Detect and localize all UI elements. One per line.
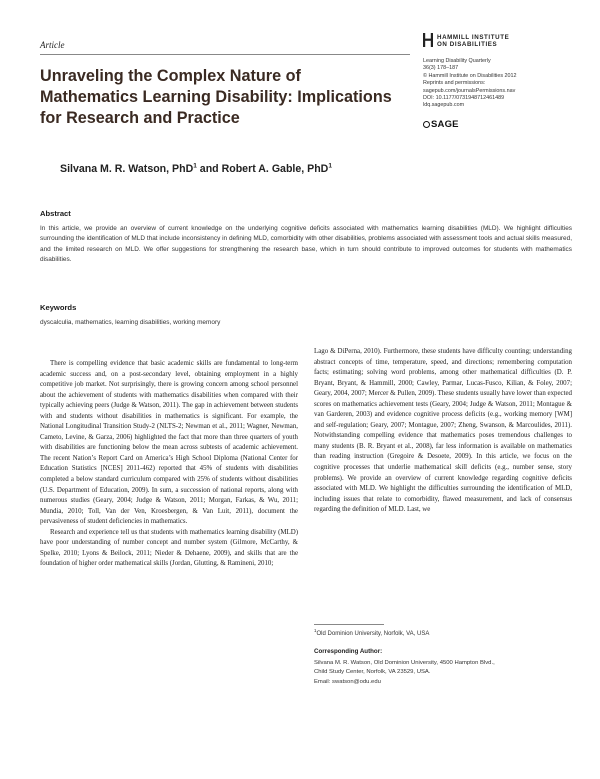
corresponding-author-line: Child Study Center, Norfolk, VA 23529, USA. <box>314 669 431 676</box>
corresponding-author-line: Silvana M. R. Watson, Old Dominion University, 4500 Hampton Blvd., <box>314 660 495 666</box>
abstract-body: In this article, we provide an overview of current knowledge on the underlying cognitive deficits associated with mathematics learning disabilities (MLD). We highlight difficulties surrounding the identification of MLD that include inconsistency in defining MLD, comorbidity with other disabilities, problems associated with assessment tools and actual skills measured, and the limited research on MLD. We offer suggestions for strengthening the research base, which in turn should contribute to improved outcomes for students with mathematics disabilities. <box>40 225 572 263</box>
body-column-left <box>40 359 298 570</box>
article-title: Unraveling the Complex Nature of Mathematics Learning Disability: Implications for Research and Practice <box>40 67 392 127</box>
corresponding-author-details <box>314 659 495 687</box>
sage-logo-icon <box>423 121 430 128</box>
footnote-divider <box>314 624 384 625</box>
affiliation-marker: 1 <box>314 628 317 633</box>
journal-volume: 36(3) 178–187 <box>423 65 459 72</box>
body-paragraph: Research and experience tell us that students with mathematics learning disability (MLD) have poor understanding of number concept and number system (Gilmore, McCarthy, & Spelke, 2010; Lyons & Beilock, 2011; Nieder & Dehaene, 2009), and skills that are the foundation of higher order mathematical skills (Jordan, Glutting, & Ramineni, 2010; <box>40 528 298 568</box>
journal-brand <box>423 33 573 55</box>
abstract-heading: Abstract <box>40 209 71 218</box>
permissions-link[interactable]: sagepub.com/journalsPermissions.nav <box>423 87 516 94</box>
reprints-label: Reprints and permissions: <box>423 80 486 87</box>
affiliation-marker: 1 <box>328 162 332 170</box>
author-name: Silvana M. R. Watson, PhD <box>60 163 194 175</box>
body-paragraph: Lago & DiPerna, 2010). Furthermore, these students have difficulty counting; understanding abstract concepts of time, temperature, speed, and directions; remembering computation facts; estimating; solving word problems, among other mathematical difficulties (D. P. Bryant, Bryant, & Hammill, 2000; Cawley, Parmar, Lucas-Fusco, Kilian, & Foley, 2007; Geary, 2004, 2007; Mercer & Pullen, 2009). These students usually have lower than expected scores on mathematics achievement tests (Geary, 2004; Judge & Watson, 2011; Montague & van Garderen, 2003) and evidence cognitive process deficits (e.g., working memory [WM] and self-regulation; Geary, 2007; Montague, 2007; Zheng, Swanson, & Marcoulides, 2011). Notwithstanding compelling evidence that mathematics poses tremendous challenges to many students (B. R. Bryant et al., 2008), far less information is available on mathematics than reading instruction (Gregoire & Desoete, 2009). In this article, we focus on the cognitive processes that underlie mathematical skill deficits (e.g., number sense, story problems). We provide an overview of current knowledge regarding cognitive deficits associated with MLD. We highlight the difficulties surrounding the identification of MLD, including issues that relate to comorbidity, flawed measurement, and lack of consensus regarding the definition of MLD. Last, we <box>314 348 572 514</box>
article-type-label: Article <box>40 40 65 50</box>
journal-brand-line2: ON DISABILITIES <box>437 41 498 48</box>
header-divider <box>40 54 410 55</box>
body-column-right <box>314 347 572 516</box>
journal-meta <box>423 58 573 110</box>
doi[interactable]: DOI: 10.1177/0731948712461489 <box>423 95 505 102</box>
publisher-name: SAGE <box>431 119 459 130</box>
journal-copyright: © Hammill Institute on Disabilities 2012 <box>423 72 517 79</box>
keywords-heading: Keywords <box>40 303 77 312</box>
journal-brand-line1: HAMMILL INSTITUTE <box>437 34 510 41</box>
journal-website-link[interactable]: ldq.sagepub.com <box>423 102 465 109</box>
affiliation-note <box>314 628 430 637</box>
author-joiner: and <box>196 163 222 175</box>
publisher-logo <box>423 119 459 130</box>
affiliation-text: Old Dominion University, Norfolk, VA, USA <box>316 631 430 637</box>
body-paragraph: There is compelling evidence that basic academic skills are fundamental to long-term academic success and, on a post-secondary level, obtaining employment in a highly competitive job market. Not surprisingly, there is growing concern among school personnel about the achievement of students with mathematics disabilities when compared with their typically achieving peers (Judge & Watson, 2011). The gap in achievement between students with and students without disabilities in mathematics is significant. For example, the National Longitudinal Transition Study-2 (NLTS-2; Newman et al., 2011; Wagner, Newman, Cameto, Levine, & Garza, 2006) highlighted the fact that more than three quarters of youth with disabilities are functioning below the mean across subtests of academic achievement. The recent Nation’s Report Card on America’s High School Diploma (National Center for Education Statistics [NCES] 2011-462) reported that 45% of students with disabilities completed a below standard curriculum compared with 25% of students without disabilities (U.S. Department of Education, 2009). In sum, a succession of national reports, along with numerous studies (Geary, 2004; Judge & Watson, 2011; Morgan, Farkas, & Wu, 2011; Mundia, 2010; Toll, Van der Ven, Kroesbergen, & Van Luit, 2011), document the pervasiveness of student deficiencies in mathematics. <box>40 360 298 526</box>
keywords-list: dyscalculia, mathematics, learning disabilities, working memory <box>40 319 221 326</box>
hammill-logo-icon <box>423 33 433 47</box>
corresponding-author-email[interactable]: Email: swatson@odu.edu <box>314 678 381 685</box>
author-name: Robert A. Gable, PhD <box>221 163 329 175</box>
affiliation-marker: 1 <box>193 162 197 170</box>
journal-name: Learning Disability Quarterly <box>423 58 491 64</box>
corresponding-author-heading: Corresponding Author: <box>314 648 383 655</box>
author-list <box>60 163 332 175</box>
